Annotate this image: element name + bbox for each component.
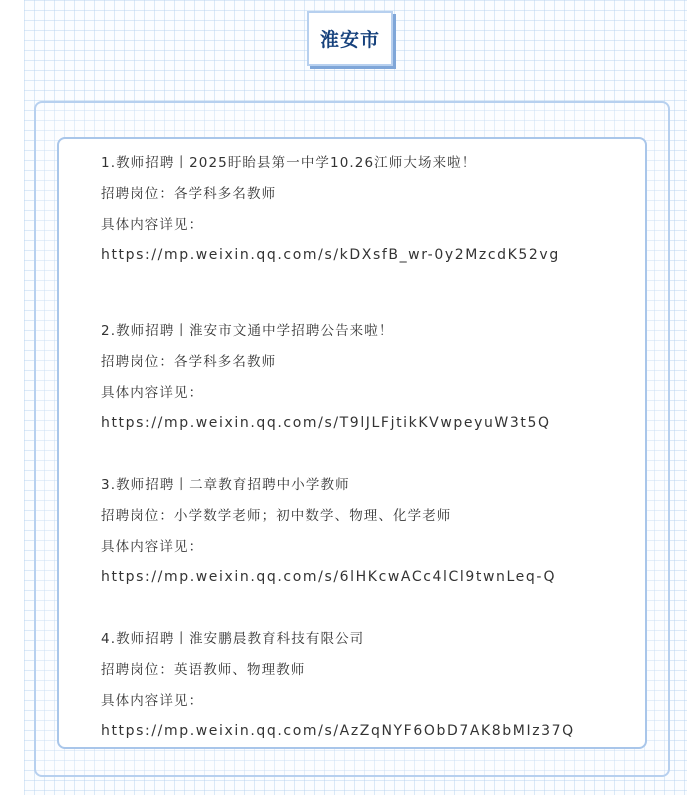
city-title: 淮安市: [319, 29, 380, 51]
job-link[interactable]: https://mp.weixin.qq.com/s/6lHKcwACc4lCl9twnLeq-Q: [101, 569, 557, 585]
job-details-label: 具体内容详见：: [101, 539, 204, 555]
city-title-box: [307, 11, 393, 66]
job-positions: 招聘岗位：英语教师、物理教师: [101, 662, 306, 678]
job-heading: 3.教师招聘丨二章教育招聘中小学教师: [101, 477, 350, 493]
job-details-label: 具体内容详见：: [101, 385, 204, 401]
job-positions: 招聘岗位：各学科多名教师: [101, 354, 277, 370]
job-heading: 4.教师招聘丨淮安鹏晨教育科技有限公司: [101, 631, 365, 647]
job-heading: 2.教师招聘丨淮安市文通中学招聘公告来啦！: [101, 323, 394, 339]
job-heading: 1.教师招聘丨2025盱眙县第一中学10.26江师大场来啦！: [101, 155, 477, 171]
job-link[interactable]: https://mp.weixin.qq.com/s/AzZqNYF6ObD7AK8bMIz37Q: [101, 723, 575, 739]
job-positions: 招聘岗位：各学科多名教师: [101, 186, 277, 202]
job-positions: 招聘岗位：小学数学老师；初中数学、物理、化学老师: [101, 508, 452, 524]
job-link[interactable]: https://mp.weixin.qq.com/s/T9lJLFjtikKVwpeyuW3t5Q: [101, 415, 551, 431]
job-details-label: 具体内容详见：: [101, 693, 204, 709]
job-details-label: 具体内容详见：: [101, 217, 204, 233]
job-link[interactable]: https://mp.weixin.qq.com/s/kDXsfB_wr-0y2MzcdK52vg: [101, 247, 560, 263]
